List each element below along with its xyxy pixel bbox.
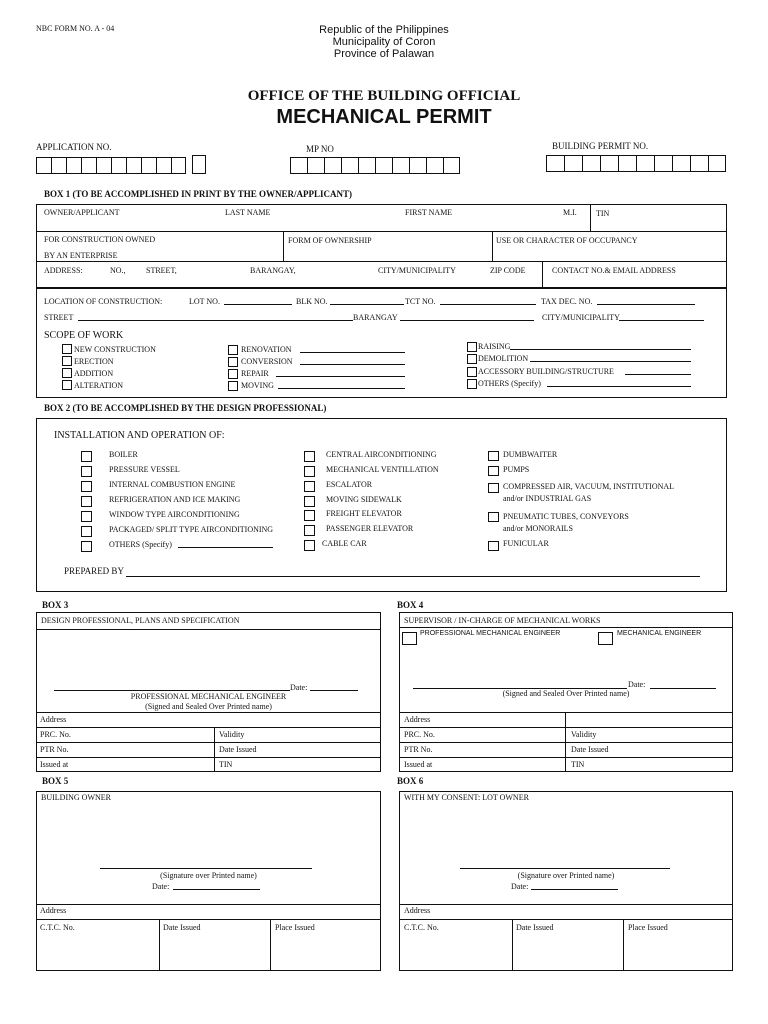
application-no-extra[interactable] (192, 155, 206, 174)
box5-signature-line[interactable] (100, 868, 312, 869)
install-checkbox-pressure-vessel[interactable] (81, 466, 92, 477)
address-barangay-label: BARANGAY, (250, 266, 296, 275)
install-checkbox-escalator[interactable] (304, 481, 315, 492)
box5-container (36, 791, 381, 971)
scope-accessory: ACCESSORY BUILDING/STRUCTURE (478, 367, 614, 376)
box6-ctc-label: C.T.C. No. (404, 923, 439, 932)
tax-dec-field[interactable] (597, 304, 695, 305)
scope-checkbox-renovation[interactable] (228, 345, 238, 355)
box4-checkbox-pme[interactable] (402, 632, 417, 645)
box3-signature-line[interactable] (54, 690, 290, 691)
contact-label: CONTACT NO.& EMAIL ADDRESS (552, 266, 676, 275)
install-escalator: ESCALATOR (326, 480, 373, 489)
install-compressed-air: COMPRESSED AIR, VACUUM, INSTITUTIONAL (503, 482, 675, 491)
scope-demolition: DEMOLITION (478, 354, 529, 363)
install-others: OTHERS (Specify) (109, 540, 172, 549)
blk-no-field[interactable] (330, 304, 404, 305)
form-number: NBC FORM NO. A - 04 (36, 24, 115, 33)
box4-header: SUPERVISOR / IN-CHARGE OF MECHANICAL WORKS (404, 616, 601, 625)
zip-code-label: ZIP CODE (490, 266, 526, 275)
header-municipality: Municipality of Coron (332, 36, 436, 48)
street-field[interactable] (78, 320, 353, 321)
scope-checkbox-others[interactable] (467, 379, 477, 389)
box4-address-label: Address (404, 715, 431, 724)
install-checkbox-split-aircon[interactable] (81, 526, 92, 537)
box3-address-label: Address (40, 715, 67, 724)
box5-ctc-label: C.T.C. No. (40, 923, 75, 932)
install-checkbox-pneumatic-tubes[interactable] (488, 512, 499, 522)
install-ventilation: MECHANICAL VENTILLATION (326, 465, 439, 474)
install-checkbox-dumbwaiter[interactable] (488, 451, 499, 461)
scope-checkbox-repair[interactable] (228, 369, 238, 379)
install-funicular: FUNICULAR (503, 539, 549, 548)
barangay-field[interactable] (400, 320, 534, 321)
barangay-label: BARANGAY (353, 313, 398, 322)
scope-alteration: ALTERATION (74, 381, 124, 390)
demolition-field[interactable] (530, 361, 691, 362)
tax-dec-label: TAX DEC. NO. (541, 297, 593, 306)
repair-field[interactable] (276, 376, 405, 377)
application-no-label: APPLICATION NO. (36, 142, 112, 152)
box5-address-label: Address (40, 906, 67, 915)
box2-heading: BOX 2 (TO BE ACCOMPLISHED BY THE DESIGN PROFESSIONAL) (44, 403, 327, 413)
box1-heading: BOX 1 (TO BE ACCOMPLISHED IN PRINT BY THE OWNER/APPLICANT) (44, 189, 352, 199)
first-name-label: FIRST NAME (405, 208, 453, 217)
box6-container (399, 791, 733, 971)
box4-option-me: MECHANICAL ENGINEER (617, 630, 702, 637)
scope-moving: MOVING (241, 381, 274, 390)
box4-ptr-label: PTR No. (404, 745, 433, 754)
scope-others-field[interactable] (547, 386, 691, 387)
install-boiler: BOILER (109, 450, 138, 459)
install-pneumatic-tubes: PNEUMATIC TUBES, CONVEYORS (503, 512, 629, 521)
install-pressure-vessel: PRESSURE VESSEL (109, 465, 180, 474)
scope-raising: RAISING (478, 342, 511, 351)
box5-date-issued-label: Date Issued (163, 923, 201, 932)
install-checkbox-freight-elevator[interactable] (304, 510, 315, 521)
scope-conversion: CONVERSION (241, 357, 293, 366)
by-enterprise-label: BY AN ENTERPRISE (44, 251, 118, 260)
box3-signed: (Signed and Sealed Over Printed name) (145, 702, 272, 711)
installation-label: INSTALLATION AND OPERATION OF: (54, 430, 225, 441)
box4-date-issued-label: Date Issued (571, 745, 609, 754)
last-name-label: LAST NAME (225, 208, 271, 217)
box3-prc-label: PRC. No. (40, 730, 71, 739)
scope-checkbox-erection[interactable] (62, 356, 72, 366)
box4-prc-label: PRC. No. (404, 730, 435, 739)
scope-checkbox-demolition[interactable] (467, 354, 477, 364)
box6-date-issued-label: Date Issued (516, 923, 554, 932)
box5-header: BUILDING OWNER (41, 793, 111, 802)
install-pumps: PUMPS (503, 465, 530, 474)
scope-checkbox-new-construction[interactable] (62, 344, 72, 354)
box5-date-field[interactable] (173, 889, 260, 890)
blk-no-label: BLK NO. (296, 297, 328, 306)
box3-header: DESIGN PROFESSIONAL, PLANS AND SPECIFICATION (41, 616, 240, 625)
mi-label: M.I. (563, 208, 577, 217)
box6-header: WITH MY CONSENT: LOT OWNER (404, 793, 529, 802)
renovation-field[interactable] (300, 352, 405, 353)
install-checkbox-pumps[interactable] (488, 466, 499, 476)
install-checkbox-funicular[interactable] (488, 541, 499, 551)
install-monorails: and/or MONORAILS (503, 524, 573, 533)
tct-no-field[interactable] (440, 304, 536, 305)
install-checkbox-others[interactable] (81, 541, 92, 552)
office-title: OFFICE OF THE BUILDING OFFICIAL (247, 88, 521, 104)
scope-repair: REPAIR (241, 369, 269, 378)
scope-checkbox-moving[interactable] (228, 381, 238, 391)
box3-label: BOX 3 (42, 600, 69, 610)
box3-ptr-label: PTR No. (40, 745, 69, 754)
scope-others: OTHERS (Specify) (478, 379, 541, 388)
tct-no-label: TCT NO. (405, 297, 436, 306)
install-split-aircon: PACKAGED/ SPLIT TYPE AIRCONDITIONING (109, 525, 274, 534)
box6-date-field[interactable] (531, 889, 618, 890)
box6-place-issued-label: Place Issued (628, 923, 668, 932)
box5-place-issued-label: Place Issued (275, 923, 315, 932)
install-checkbox-refrigeration[interactable] (81, 496, 92, 507)
tin-label: TIN (596, 209, 610, 218)
city-label: CITY/MUNICIPALITY (542, 313, 620, 322)
install-industrial-gas: and/or INDUSTRIAL GAS (503, 494, 592, 503)
scope-checkbox-accessory[interactable] (467, 367, 477, 377)
page-title: MECHANICAL PERMIT (276, 106, 492, 128)
box4-issued-at-label: Issued at (404, 760, 433, 769)
mp-no-label: MP NO (306, 144, 334, 154)
box6-date-label: Date: (511, 882, 529, 891)
box4-tin-label: TIN (571, 760, 585, 769)
install-window-aircon: WINDOW TYPE AIRCONDITIONING (109, 510, 240, 519)
install-checkbox-combustion-engine[interactable] (81, 481, 92, 492)
moving-field[interactable] (278, 388, 405, 389)
install-dumbwaiter: DUMBWAITER (503, 450, 558, 459)
address-no-label: NO., (110, 266, 126, 275)
box5-signature-caption: (Signature over Printed name) (160, 871, 257, 880)
lot-no-label: LOT NO. (189, 297, 220, 306)
box3-pme: PROFESSIONAL MECHANICAL ENGINEER (130, 692, 287, 701)
install-refrigeration: REFRIGERATION AND ICE MAKING (109, 495, 241, 504)
use-character-label: USE OR CHARACTER OF OCCUPANCY (496, 236, 638, 245)
building-permit-no-label: BUILDING PERMIT NO. (552, 141, 649, 151)
box3-date-field[interactable] (310, 690, 358, 691)
accessory-field[interactable] (625, 374, 691, 375)
application-no-field[interactable] (36, 157, 186, 174)
scope-renovation: RENOVATION (241, 345, 292, 354)
scope-checkbox-addition[interactable] (62, 368, 72, 378)
prepared-by-label: PREPARED BY (64, 566, 124, 576)
box4-signed: (Signed and Sealed Over Printed name) (502, 689, 630, 698)
box4-label: BOX 4 (397, 600, 424, 610)
box3-tin-label: TIN (219, 760, 233, 769)
install-checkbox-passenger-elevator[interactable] (304, 525, 315, 536)
box1-owner-table (36, 204, 727, 288)
install-central-aircon: CENTRAL AIRCONDITIONING (326, 450, 437, 459)
install-checkbox-window-aircon[interactable] (81, 511, 92, 522)
install-cable-car: CABLE CAR (322, 539, 367, 548)
construction-owned-label: FOR CONSTRUCTION OWNED (44, 235, 156, 244)
box6-signature-line[interactable] (460, 868, 670, 869)
building-permit-no-field[interactable] (546, 155, 726, 172)
install-checkbox-ventilation[interactable] (304, 466, 315, 477)
form-of-ownership-label: FORM OF OWNERSHIP (288, 236, 372, 245)
address-street-label: STREET, (146, 266, 177, 275)
address-city-label: CITY/MUNICIPALITY (378, 266, 456, 275)
box6-label: BOX 6 (397, 776, 424, 786)
prepared-by-field[interactable] (126, 576, 700, 577)
install-checkbox-compressed-air[interactable] (488, 483, 499, 493)
install-checkbox-cable-car[interactable] (304, 540, 315, 551)
install-combustion-engine: INTERNAL COMBUSTION ENGINE (109, 480, 236, 489)
install-passenger-elevator: PASSENGER ELEVATOR (326, 524, 414, 533)
lot-no-field[interactable] (224, 304, 292, 305)
scope-erection: ERECTION (74, 357, 114, 366)
scope-checkbox-alteration[interactable] (62, 380, 72, 390)
city-field[interactable] (619, 320, 704, 321)
box3-date-issued-label: Date Issued (219, 745, 257, 754)
address-label: ADDRESS: (44, 266, 83, 275)
box3-issued-at-label: Issued at (40, 760, 69, 769)
box6-signature-caption: (Signature over Printed name) (517, 871, 615, 880)
install-moving-sidewalk: MOVING SIDEWALK (326, 495, 402, 504)
install-freight-elevator: FREIGHT ELEVATOR (326, 509, 402, 518)
scope-of-work-label: SCOPE OF WORK (44, 330, 124, 341)
box5-date-label: Date: (152, 882, 170, 891)
box4-date-label: Date: (628, 680, 646, 689)
location-label: LOCATION OF CONSTRUCTION: (44, 297, 163, 306)
owner-applicant-label: OWNER/APPLICANT (44, 208, 120, 217)
conversion-field[interactable] (300, 364, 405, 365)
scope-checkbox-raising[interactable] (467, 342, 477, 352)
box6-address-label: Address (404, 906, 431, 915)
scope-checkbox-conversion[interactable] (228, 357, 238, 367)
install-others-field[interactable] (178, 547, 273, 548)
box3-validity-label: Validity (219, 730, 245, 739)
install-checkbox-moving-sidewalk[interactable] (304, 496, 315, 507)
box4-checkbox-me[interactable] (598, 632, 613, 645)
header-republic: Republic of the Philippines (319, 24, 449, 36)
box4-option-pme: PROFESSIONAL MECHANICAL ENGINEER (420, 630, 561, 637)
scope-new-construction: NEW CONSTRUCTION (74, 345, 156, 354)
header-province: Province of Palawan (333, 48, 435, 60)
street-label: STREET (44, 313, 74, 322)
install-checkbox-central-aircon[interactable] (304, 451, 315, 462)
box3-date-label: Date: (290, 683, 308, 692)
box4-validity-label: Validity (571, 730, 597, 739)
install-checkbox-boiler[interactable] (81, 451, 92, 462)
box2-container (36, 418, 727, 592)
raising-field[interactable] (510, 349, 691, 350)
scope-addition: ADDITION (74, 369, 114, 378)
mp-no-field[interactable] (290, 157, 460, 174)
box5-label: BOX 5 (42, 776, 69, 786)
